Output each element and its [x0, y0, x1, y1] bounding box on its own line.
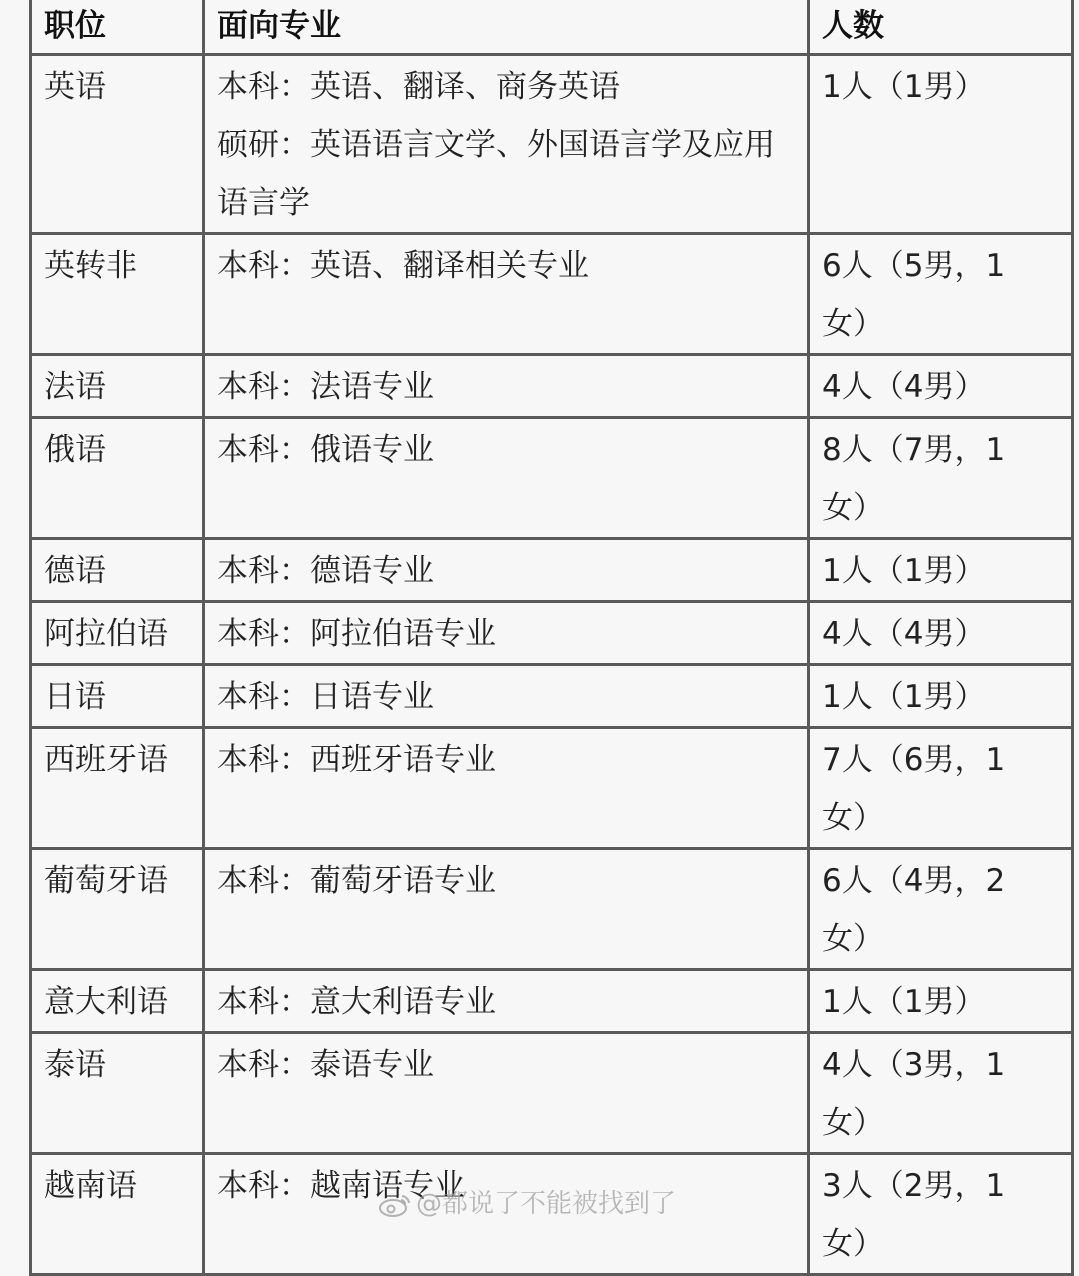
count-line: 3人（2男，1: [822, 1168, 1006, 1204]
majors-cell: [204, 665, 809, 728]
position-cell: 法语: [31, 355, 204, 418]
table-row: [31, 849, 1073, 970]
majors-cell: [204, 602, 809, 665]
table-row: [31, 539, 1073, 602]
majors-line: 硕研：英语语言文学、外国语言学及应用: [217, 127, 775, 163]
count-line: 6人（4男，2: [822, 863, 1006, 899]
majors-cell: [204, 355, 809, 418]
watermark: [378, 1183, 676, 1220]
majors-line: 本科：日语专业: [217, 679, 434, 715]
majors-line: 本科：英语、翻译、商务英语: [217, 69, 620, 105]
majors-cell: [204, 970, 809, 1033]
table-row: [31, 418, 1073, 539]
header-majors: 面向专业: [204, 0, 809, 55]
majors-line: 本科：西班牙语专业: [217, 742, 496, 778]
majors-line: 本科：阿拉伯语专业: [217, 616, 496, 652]
majors-line: 本科：法语专业: [217, 369, 434, 405]
count-cell: [809, 602, 1073, 665]
count-line: 女）: [822, 490, 884, 526]
count-cell: [809, 55, 1073, 234]
majors-line: 本科：德语专业: [217, 553, 434, 589]
majors-cell: [204, 234, 809, 355]
count-cell: [809, 665, 1073, 728]
position-cell: 英转非: [31, 234, 204, 355]
count-cell: [809, 849, 1073, 970]
position-cell: 意大利语: [31, 970, 204, 1033]
majors-line: 本科：葡萄牙语专业: [217, 863, 496, 899]
header-position: 职位: [31, 0, 204, 55]
weibo-icon: [378, 1192, 412, 1218]
table-row: [31, 728, 1073, 849]
count-line: 1人（1男）: [822, 69, 986, 105]
count-line: 4人（4男）: [822, 369, 986, 405]
table-row: [31, 602, 1073, 665]
table-body: [31, 55, 1073, 1275]
count-line: 4人（3男，1: [822, 1047, 1006, 1083]
count-line: 女）: [822, 921, 884, 957]
majors-cell: [204, 728, 809, 849]
position-cell: 日语: [31, 665, 204, 728]
majors-line: 本科：泰语专业: [217, 1047, 434, 1083]
recruitment-table: [29, 0, 1074, 1276]
count-cell: [809, 234, 1073, 355]
position-cell: 英语: [31, 55, 204, 234]
table-row: [31, 665, 1073, 728]
count-cell: [809, 418, 1073, 539]
count-cell: [809, 1154, 1073, 1275]
recruitment-table-container: [29, 0, 1071, 1276]
count-line: 7人（6男，1: [822, 742, 1006, 778]
watermark-text: @都说了不能被找到了: [416, 1189, 677, 1219]
majors-line: 本科：意大利语专业: [217, 984, 496, 1020]
position-cell: 西班牙语: [31, 728, 204, 849]
table-header-row: [31, 0, 1073, 55]
count-line: 女）: [822, 1226, 884, 1262]
count-line: 6人（5男，1: [822, 248, 1006, 284]
count-cell: [809, 728, 1073, 849]
count-cell: [809, 355, 1073, 418]
position-cell: 葡萄牙语: [31, 849, 204, 970]
count-line: 8人（7男，1: [822, 432, 1006, 468]
table-row: [31, 355, 1073, 418]
count-cell: [809, 970, 1073, 1033]
position-cell: 阿拉伯语: [31, 602, 204, 665]
majors-line: 本科：越南语专业: [217, 1168, 465, 1204]
count-cell: [809, 1033, 1073, 1154]
table-row: [31, 55, 1073, 234]
count-line: 1人（1男）: [822, 984, 986, 1020]
majors-line: 语言学: [217, 185, 310, 221]
position-cell: 俄语: [31, 418, 204, 539]
count-line: 女）: [822, 1105, 884, 1141]
table-row: [31, 234, 1073, 355]
count-line: 1人（1男）: [822, 679, 986, 715]
count-line: 4人（4男）: [822, 616, 986, 652]
count-line: 女）: [822, 800, 884, 836]
majors-cell: [204, 55, 809, 234]
count-line: 1人（1男）: [822, 553, 986, 589]
majors-cell: [204, 849, 809, 970]
header-count: 人数: [809, 0, 1073, 55]
position-cell: 越南语: [31, 1154, 204, 1275]
majors-line: 本科：英语、翻译相关专业: [217, 248, 589, 284]
count-cell: [809, 539, 1073, 602]
majors-cell: [204, 539, 809, 602]
count-line: 女）: [822, 306, 884, 342]
position-cell: 德语: [31, 539, 204, 602]
majors-cell: [204, 1033, 809, 1154]
table-row: [31, 970, 1073, 1033]
majors-cell: [204, 418, 809, 539]
table-row: [31, 1033, 1073, 1154]
position-cell: 泰语: [31, 1033, 204, 1154]
majors-line: 本科：俄语专业: [217, 432, 434, 468]
